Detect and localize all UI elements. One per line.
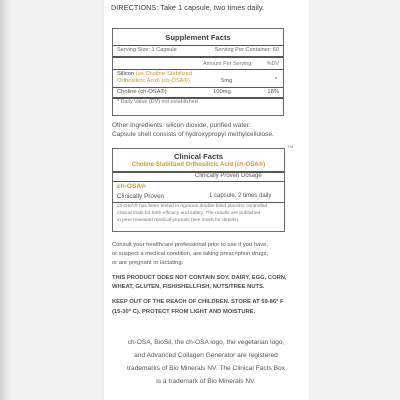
- supplement-facts-title: Supplement Facts: [165, 33, 231, 42]
- divider: [113, 45, 283, 46]
- clinical-facts-subtitle: Choline-Stabilized Orthosilicic Acid (ch-OSA®): [131, 162, 266, 168]
- consult-line1: Consult your healthcare professional prior to use if you have,: [112, 242, 268, 248]
- clinical-facts-box: [112, 144, 293, 232]
- trademark-line3: trademarks of Bio Minerals NV. The Clinical Facts Box: [127, 365, 285, 372]
- supplement-facts-box: [112, 28, 284, 116]
- clinical-dosage-header: Clinically Proven Dosage: [195, 173, 262, 179]
- dv-footnote: * Daily Value (DV) not established: [117, 99, 198, 105]
- product-label: [104, 0, 309, 400]
- silicon-amount: 5mg: [221, 78, 233, 84]
- trademark-line1: ch-OSA, BioSil, the ch-OSA logo, the vegetarian logo,: [127, 339, 285, 346]
- choline-dv: 18%: [267, 89, 279, 95]
- divider: [113, 69, 283, 70]
- allergen-line2: WHEAT, GLUTEN, FISH/SHELLFISH, NUTS/TREE NUTS.: [112, 284, 265, 290]
- thick-divider: [113, 56, 283, 58]
- silicon-label-line2: Orthosilicic Acid) (ch-OSA®): [117, 78, 190, 84]
- other-ingredients-line1: Other Ingredients: silicon dioxide, purified water.: [112, 122, 251, 129]
- divider: [113, 181, 284, 182]
- amount-per-serving-header: Amount Per Serving: [203, 61, 252, 67]
- clinical-description-line3: in peer reviewed medical journals (see insert for details).: [117, 218, 240, 223]
- choline-amount: 100mg: [213, 89, 231, 95]
- dv-header: %DV: [266, 61, 279, 67]
- trademark-line4: is a trademark of Bio Minerals NV.: [156, 378, 256, 385]
- serving-size: Serving Size: 1 Capsule: [117, 47, 177, 53]
- divider: [113, 202, 284, 203]
- silicon-dv: *: [274, 77, 277, 83]
- clinical-dose: 1 capsule, 2 times daily: [209, 193, 272, 199]
- clinical-description-line2: clinical trials for both efficacy and safety. The results are published: [117, 211, 261, 216]
- divider: [113, 87, 283, 88]
- choline-label: Choline (ch-OSA®): [117, 89, 167, 95]
- trademark-line2: and Advanced Collagen Generator are registered: [134, 352, 278, 359]
- allergen-line1: THIS PRODUCT DOES NOT CONTAIN SOY, DAIRY, EGG, CORN,: [112, 275, 287, 281]
- directions-text: DIRECTIONS: Take 1 capsule, two times daily.: [111, 3, 265, 12]
- clinical-description-line1: ch-OSA® has been tested in rigorous double-blind placebo controlled: [117, 204, 268, 209]
- clinically-proven-label: Clinically Proven: [117, 193, 165, 200]
- storage-line1: KEEP OUT OF THE REACH OF CHILDREN. STORE AT 59-86° F: [112, 299, 284, 305]
- consult-line2: or suspect a medical condition, are taking prescription drugs,: [112, 251, 268, 257]
- consult-line3: or are pregnant or lactating.: [112, 260, 184, 266]
- clinical-facts-title: Clinical Facts: [174, 152, 223, 161]
- storage-line2: (15-30° C). PROTECT FROM LIGHT AND MOISTURE.: [112, 309, 256, 315]
- trademark-mark: TM: [287, 144, 293, 149]
- servings-per-container: Serving Per Container: 60: [214, 47, 279, 53]
- other-ingredients-line2: Capsule shell consists of hydroxypropyl methylcellulose.: [112, 131, 274, 138]
- silicon-label-line1: Silicon (as Choline-Stabilized: [117, 71, 193, 77]
- chosa-label: ch-OSA®: [117, 183, 147, 190]
